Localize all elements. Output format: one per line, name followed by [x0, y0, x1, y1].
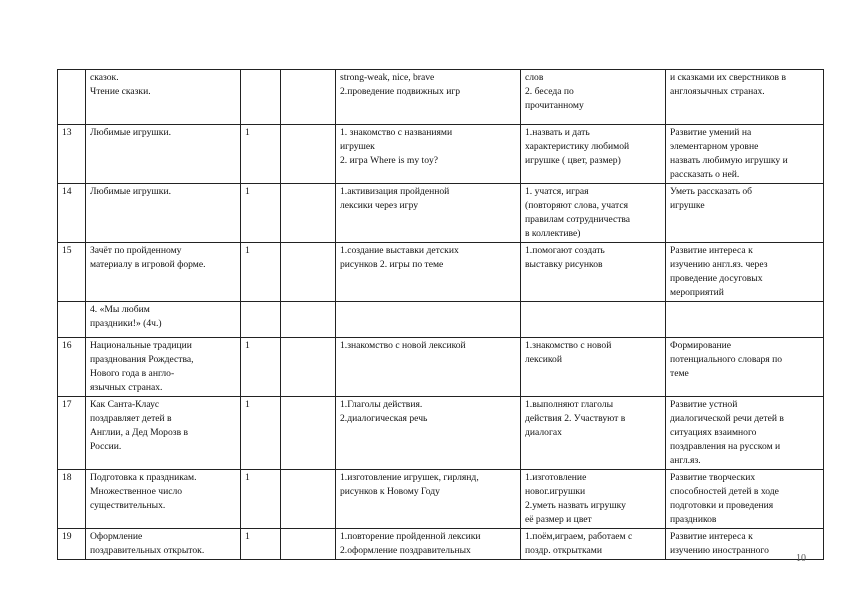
cell-content	[336, 70, 521, 125]
cell-line: элементарном уровне	[670, 141, 759, 152]
cell-line: Развитие умений на	[670, 127, 752, 138]
cell-line: 1.повторение пройденной лексики	[340, 531, 481, 542]
table-row	[58, 470, 824, 529]
cell-blank	[281, 470, 336, 529]
cell-line: диалогической речи детей в	[670, 413, 784, 424]
cell-line: 2.уметь назвать игрушку	[525, 500, 626, 511]
cell-number: 16	[58, 338, 86, 397]
cell-topic	[86, 470, 241, 529]
cell-line: 1.изготовление	[525, 472, 587, 483]
cell-content	[336, 338, 521, 397]
table-row	[58, 70, 824, 125]
table-row	[58, 243, 824, 302]
cell-result	[666, 302, 824, 338]
cell-line: и сказками их сверстников в	[670, 72, 786, 83]
table-row	[58, 302, 824, 338]
cell-line: ситуациях взаимного	[670, 427, 757, 438]
cell-line: Чтение сказки.	[90, 86, 151, 97]
cell-line: 1.помогают создать	[525, 245, 605, 256]
cell-line: материалу в игровой форме.	[90, 259, 206, 270]
table-row	[58, 397, 824, 470]
cell-activity	[521, 338, 666, 397]
cell-line: назвать любимую игрушку и	[670, 155, 788, 166]
cell-line: правилам сотрудничества	[525, 214, 631, 225]
cell-result	[666, 243, 824, 302]
cell-line: Развитие устной	[670, 399, 738, 410]
cell-hours: 1	[241, 470, 281, 529]
cell-line: слов	[525, 72, 544, 83]
cell-line: 1.выполняют глаголы	[525, 399, 614, 410]
cell-line: (повторяют слова, учатся	[525, 200, 629, 211]
cell-hours: 1	[241, 529, 281, 560]
cell-content	[336, 125, 521, 184]
cell-line: англоязычных странах.	[670, 86, 765, 97]
cell-line: изучению англ.яз. через	[670, 259, 768, 270]
cell-line: мероприятий	[670, 287, 724, 298]
cell-line: strong-weak, nice, brave	[340, 72, 435, 83]
cell-line: Как Санта-Клаус	[90, 399, 160, 410]
cell-line: теме	[670, 368, 689, 379]
cell-line: в коллективе)	[525, 228, 581, 239]
cell-blank	[281, 125, 336, 184]
cell-line: новог.игрушки	[525, 486, 586, 497]
cell-number: 18	[58, 470, 86, 529]
cell-line: Уметь рассказать об	[670, 186, 753, 197]
cell-line: праздники!» (4ч.)	[90, 318, 162, 329]
cell-line: диалогах	[525, 427, 562, 438]
cell-result	[666, 184, 824, 243]
cell-topic	[86, 529, 241, 560]
cell-line: лексики через игру	[340, 200, 419, 211]
cell-number: 15	[58, 243, 86, 302]
cell-line: праздников	[670, 514, 717, 525]
cell-line: 1. учатся, играя	[525, 186, 589, 197]
cell-number	[58, 70, 86, 125]
cell-blank	[281, 302, 336, 338]
lesson-plan-table	[57, 69, 824, 560]
cell-blank	[281, 397, 336, 470]
table-row	[58, 184, 824, 243]
table-row	[58, 338, 824, 397]
cell-hours: 1	[241, 184, 281, 243]
cell-line: изучению иностранного	[670, 545, 769, 556]
cell-line: потенциального словаря по	[670, 354, 783, 365]
cell-content	[336, 397, 521, 470]
cell-line: поздравляет детей в	[90, 413, 172, 424]
cell-line: 1.знакомство с новой	[525, 340, 612, 351]
cell-activity	[521, 529, 666, 560]
cell-line: 1.активизация пройденной	[340, 186, 450, 197]
cell-line: поздравления на русском и	[670, 441, 781, 452]
cell-activity	[521, 125, 666, 184]
cell-line: характеристику любимой	[525, 141, 630, 152]
cell-line: язычных странах.	[90, 382, 163, 393]
cell-line: подготовки и проведения	[670, 500, 774, 511]
cell-hours: 1	[241, 338, 281, 397]
cell-line: игрушке ( цвет, размер)	[525, 155, 621, 166]
cell-result	[666, 338, 824, 397]
cell-activity	[521, 243, 666, 302]
cell-topic	[86, 70, 241, 125]
cell-number: 17	[58, 397, 86, 470]
cell-line: Развитие творческих	[670, 472, 756, 483]
cell-line: поздр. открытками	[525, 545, 602, 556]
cell-hours: 1	[241, 125, 281, 184]
cell-line: 2. беседа по	[525, 86, 574, 97]
cell-line: 4. «Мы любим	[90, 304, 150, 315]
cell-line: англ.яз.	[670, 455, 701, 466]
cell-line: 1.изготовление игрушек, гирлянд,	[340, 472, 479, 483]
cell-activity	[521, 184, 666, 243]
cell-blank	[281, 529, 336, 560]
cell-blank	[281, 338, 336, 397]
cell-hours: 1	[241, 397, 281, 470]
cell-line: Подготовка к праздникам.	[90, 472, 197, 483]
cell-blank	[281, 70, 336, 125]
cell-line: лексикой	[525, 354, 562, 365]
cell-blank	[281, 243, 336, 302]
cell-line: 1.назвать и дать	[525, 127, 590, 138]
table-row	[58, 529, 824, 560]
cell-topic	[86, 125, 241, 184]
cell-line: проведение досуговых	[670, 273, 763, 284]
cell-line: сказок.	[90, 72, 119, 83]
cell-result	[666, 125, 824, 184]
cell-content	[336, 184, 521, 243]
cell-line: действия 2. Участвуют в	[525, 413, 626, 424]
table-row	[58, 125, 824, 184]
cell-content	[336, 529, 521, 560]
cell-result	[666, 397, 824, 470]
cell-activity	[521, 70, 666, 125]
cell-topic	[86, 338, 241, 397]
cell-line: 1.поём,играем, работаем с	[525, 531, 633, 542]
cell-line: Зачёт по пройденному	[90, 245, 182, 256]
cell-result	[666, 70, 824, 125]
cell-activity	[521, 302, 666, 338]
cell-line: Множественное число	[90, 486, 183, 497]
cell-hours	[241, 70, 281, 125]
cell-line: рассказать о ней.	[670, 169, 740, 180]
cell-line: Англии, а Дед Морозв в	[90, 427, 189, 438]
cell-line: игрушек	[340, 141, 375, 152]
cell-blank	[281, 184, 336, 243]
cell-topic	[86, 302, 241, 338]
cell-number	[58, 302, 86, 338]
cell-line: способностей детей в ходе	[670, 486, 779, 497]
cell-line: Любимые игрушки.	[90, 186, 171, 197]
cell-number: 13	[58, 125, 86, 184]
cell-line: Развитие интереса к	[670, 245, 753, 256]
cell-line: её размер и цвет	[525, 514, 592, 525]
cell-line: рисунков к Новому Году	[340, 486, 440, 497]
cell-line: России.	[90, 441, 122, 452]
cell-line: празднования Рождества,	[90, 354, 194, 365]
cell-line: игрушке	[670, 200, 705, 211]
cell-line: существительных.	[90, 500, 166, 511]
cell-line: 1.знакомство с новой лексикой	[340, 340, 466, 351]
cell-activity	[521, 470, 666, 529]
cell-content	[336, 243, 521, 302]
cell-topic	[86, 184, 241, 243]
cell-line: 2. игра Where is my toy?	[340, 155, 439, 166]
cell-hours: 1	[241, 243, 281, 302]
cell-topic	[86, 243, 241, 302]
cell-line: 1.Глаголы действия.	[340, 399, 423, 410]
cell-line: 1.создание выставки детских	[340, 245, 459, 256]
cell-line: Национальные традиции	[90, 340, 192, 351]
cell-line: 2.проведение подвижных игр	[340, 86, 461, 97]
cell-line: Развитие интереса к	[670, 531, 753, 542]
cell-number: 19	[58, 529, 86, 560]
cell-line: 2.оформление поздравительных	[340, 545, 471, 556]
page-number: 10	[796, 553, 806, 564]
cell-line: поздравительных открыток.	[90, 545, 205, 556]
cell-content	[336, 470, 521, 529]
cell-line: Любимые игрушки.	[90, 127, 171, 138]
cell-activity	[521, 397, 666, 470]
cell-content	[336, 302, 521, 338]
cell-topic	[86, 397, 241, 470]
cell-result	[666, 470, 824, 529]
cell-line: прочитанному	[525, 100, 584, 111]
cell-line: Оформление	[90, 531, 143, 542]
table-body	[58, 70, 824, 560]
cell-number: 14	[58, 184, 86, 243]
cell-hours	[241, 302, 281, 338]
cell-line: Формирование	[670, 340, 732, 351]
cell-line: Нового года в англо-	[90, 368, 175, 379]
cell-line: 2.диалогическая речь	[340, 413, 428, 424]
cell-line: рисунков 2. игры по теме	[340, 259, 444, 270]
cell-line: 1. знакомство с названиями	[340, 127, 453, 138]
cell-line: выставку рисунков	[525, 259, 603, 270]
